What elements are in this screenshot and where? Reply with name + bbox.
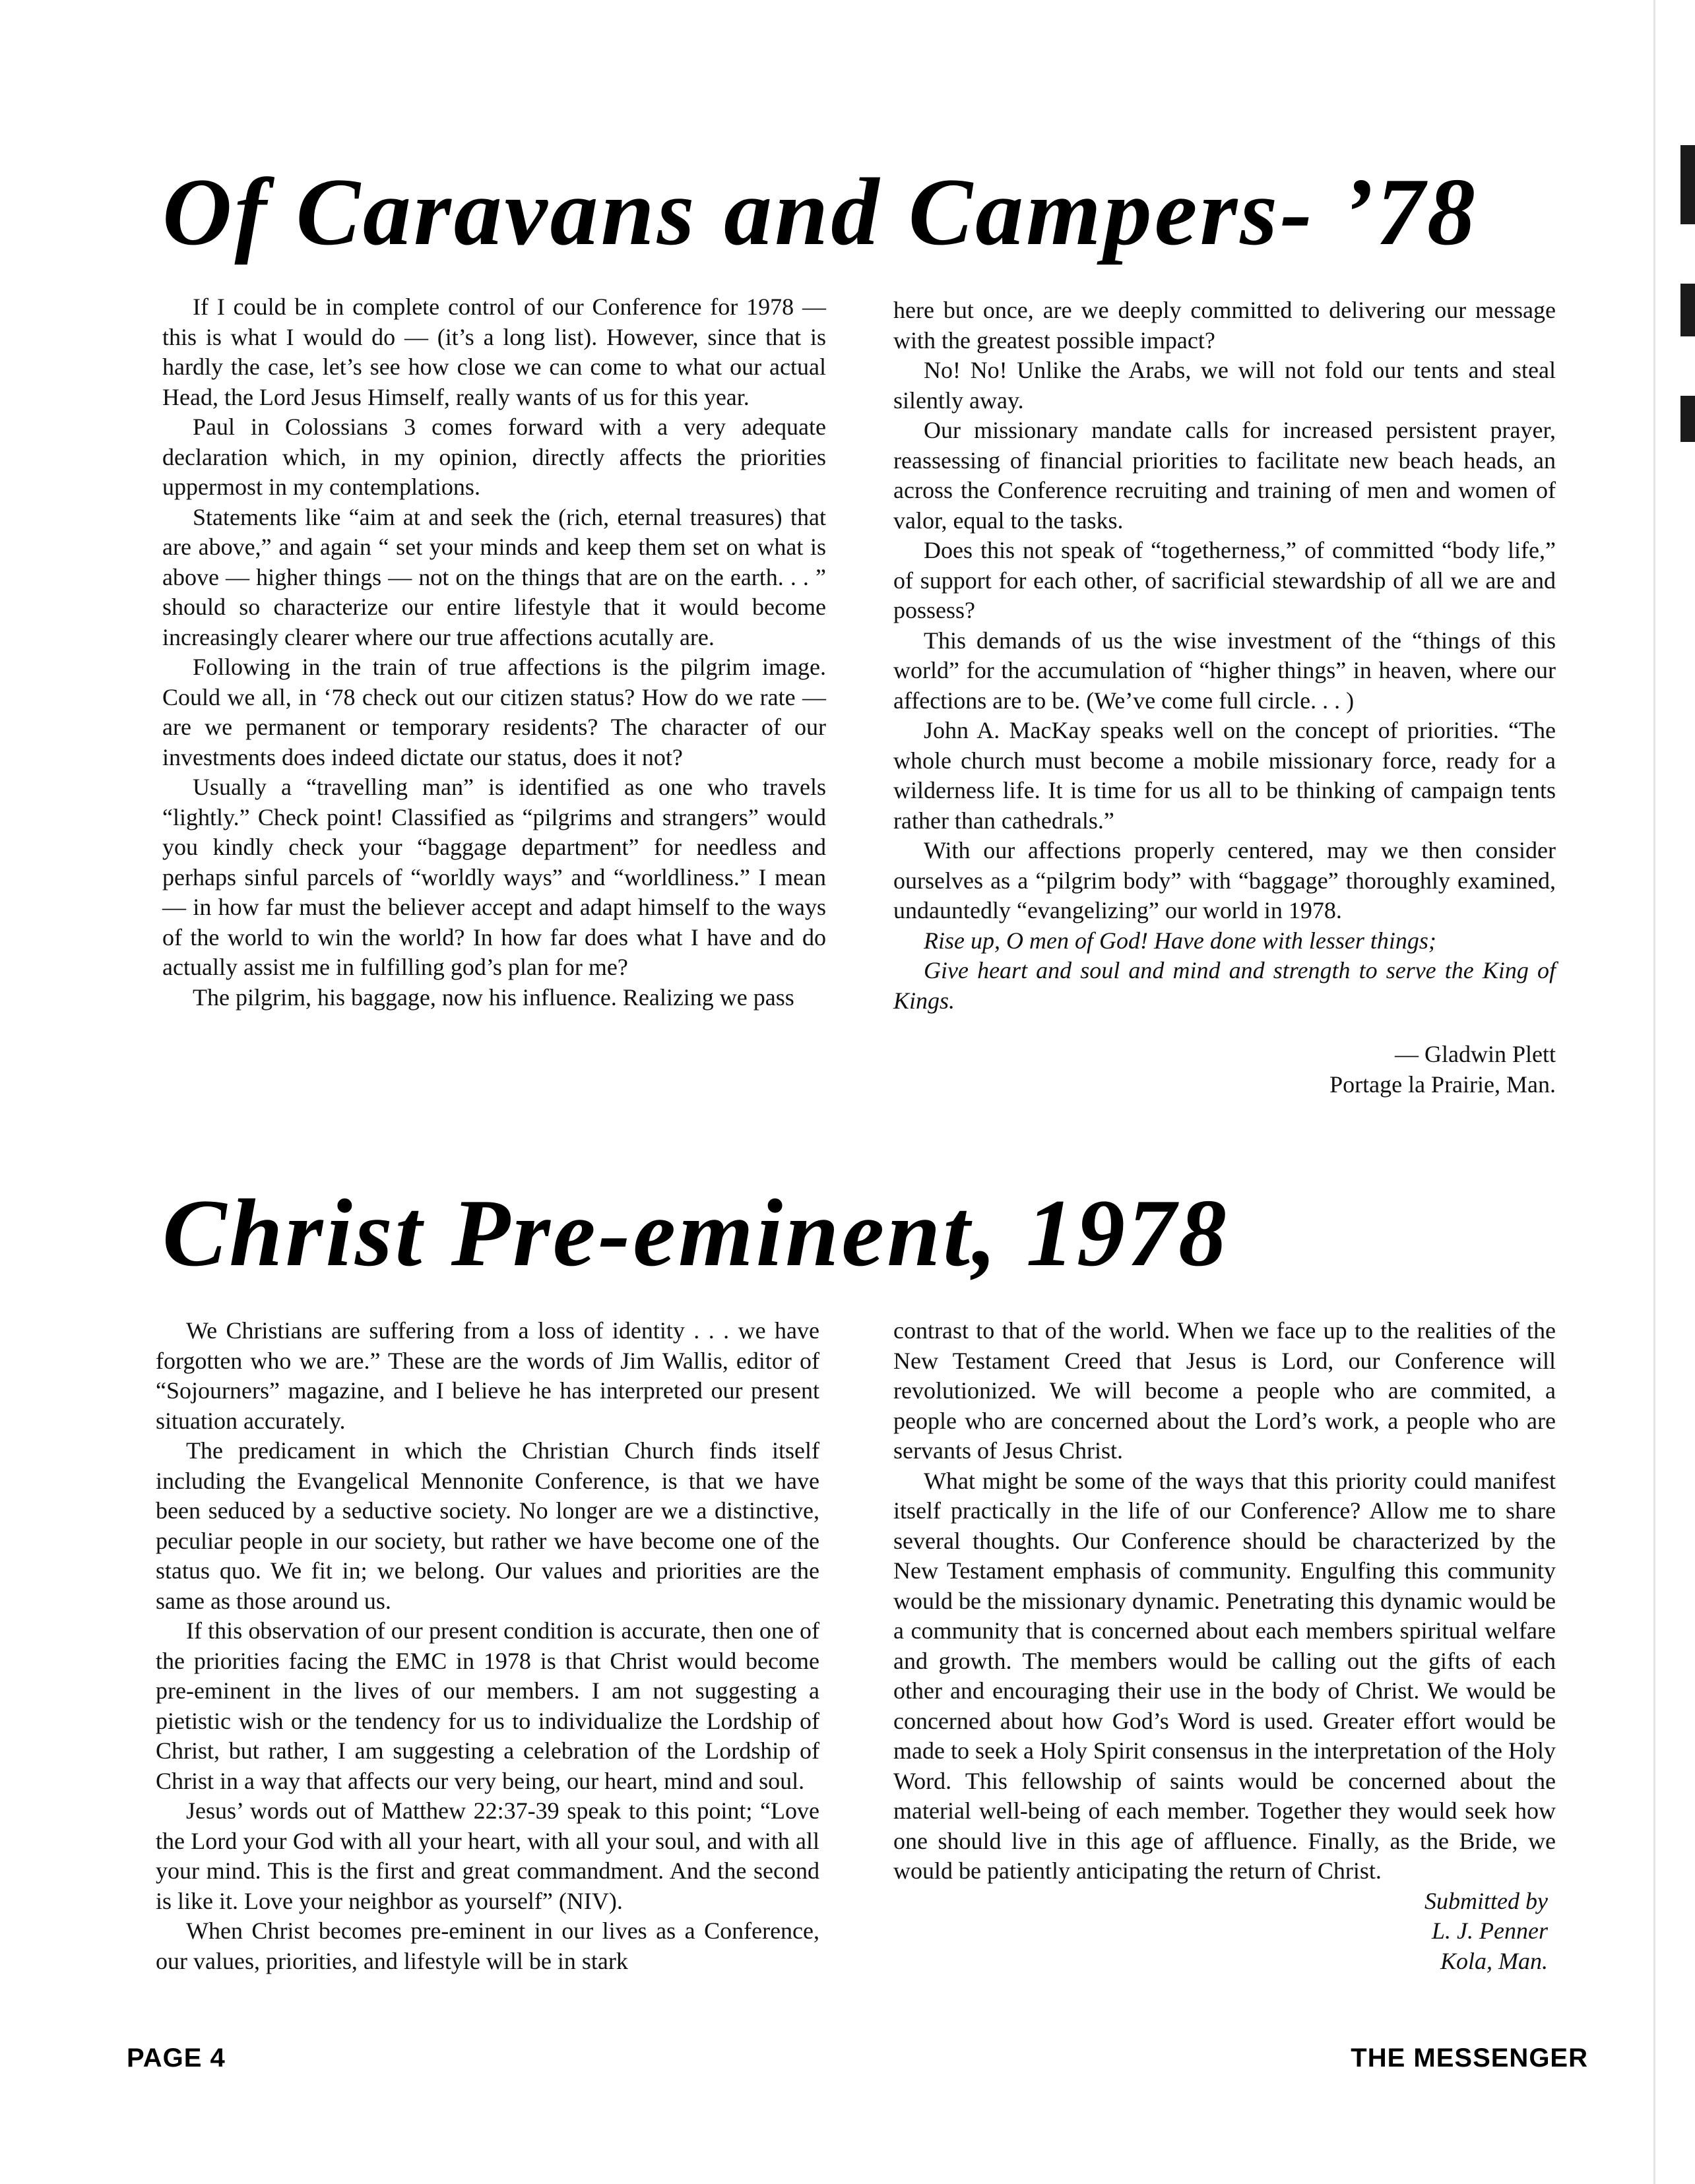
submitted-by-label: Submitted by	[1424, 1887, 1548, 1914]
article2-signature	[893, 1887, 1548, 1977]
article1-left-paragraph: Paul in Colossians 3 comes forward with a very adequate declaration which, in my opinion, directly affects the priorities uppermost in my contemplations.	[162, 414, 826, 500]
article2-left-column	[156, 1316, 819, 1976]
publication-name: THE MESSENGER	[1351, 2044, 1588, 2073]
article1-right-paragraph: here but once, are we deeply committed to delivering our message with the greatest possible impact?	[893, 297, 1556, 354]
article1-right-paragraph: John A. MacKay speaks well on the concept of priorities. “The whole church must become a mobile missionary force, ready for a wilderness life. It is time for us all to be thinking of campaign tents rather than cathedrals.”	[893, 717, 1556, 834]
article1-right-paragraph: Our missionary mandate calls for increased persistent prayer, reassessing of financial priorities to facilitate new beach heads, an across the Conference recruiting and training of men and women of valor, equal to the tasks.	[893, 417, 1556, 534]
article1-left-paragraph: If I could be in complete control of our Conference for 1978 — this is what I would do — (it’s a long list). However, since that is hardly the case, let’s see how close we can come to what our actual Head, the Lord Jesus Himself, really wants of us for this year.	[162, 294, 826, 410]
article1-right-paragraph: No! No! Unlike the Arabs, we will not fold our tents and steal silently away.	[893, 357, 1556, 414]
poem-line: Give heart and soul and mind and strength to serve the King of Kings.	[893, 957, 1556, 1014]
article2-right-paragraph: contrast to that of the world. When we face up to the realities of the New Testament Creed that Jesus is Lord, our Conference will revolutionized. We will become a people who are commited, a people who are concerned about the Lord’s work, a people who are servants of Jesus Christ.	[893, 1317, 1556, 1464]
poem-line: Rise up, O men of God! Have done with lesser things;	[924, 927, 1436, 954]
article2-left-paragraph: When Christ becomes pre-eminent in our lives as a Conference, our values, priorities, and lifestyle will be in stark	[156, 1918, 819, 1974]
page-number: PAGE 4	[127, 2044, 226, 2073]
article1-left-paragraph: Statements like “aim at and seek the (rich, eternal treasures) that are above,” and again “ set your minds and keep them set on what is above — higher things — not on the things that are on the earth. . . ” should so characterize our entire lifestyle that it would become increasingly clearer where our true affections acutally are.	[162, 503, 826, 650]
article1-title: Of Caravans and Campers- ’78	[162, 158, 1478, 265]
article2-right-paragraph: What might be some of the ways that this priority could manifest itself practically in the life of our Conference? Allow me to share several thoughts. Our Conference should be characterized by the New Testament emphasis of community. Engulfing this community would be the missionary dynamic. Penetrating this dynamic would be a community that is concerned about each members spiritual welfare and growth. The members would be calling out the gifts of each other and encouraging their use in the body of Christ. We would be concerned about how God’s Word is used. Greater effort would be made to seek a Holy Spirit consensus in the interpretation of the Holy Word. This fellowship of saints would be concerned about the material well-being of each member. Together they would seek how one should live in this age of affluence. Finally, as the Bride, we would be patiently anticipating the return of Christ.	[893, 1467, 1556, 1884]
article2-left-paragraph: The predicament in which the Christian Church finds itself including the Evangelical Mennonite Conference, is that we have been seduced by a seductive society. No longer are we a distinctive, peculiar people in our society, but rather we have become one of the status quo. We fit in; we belong. Our values and priorities are the same as those around us.	[156, 1437, 819, 1614]
article2-left-paragraph: If this observation of our present condition is accurate, then one of the priorities facing the EMC in 1978 is that Christ would become pre-eminent in the lives of our members. I am not suggesting a pietistic wish or the tendency for us to individualize the Lordship of Christ, but rather, I am suggesting a celebration of the Lordship of Christ in a way that affects our very being, our heart, mind and soul.	[156, 1617, 819, 1794]
article1-left-paragraph: Following in the train of true affections is the pilgrim image. Could we all, in ‘78 check out our citizen status? How do we rate — are we permanent or temporary residents? The character of our investments does indeed dictate our status, does it not?	[162, 654, 826, 770]
article2-author: L. J. Penner	[1432, 1918, 1548, 1944]
article1-signature	[893, 1040, 1556, 1100]
article1-left-paragraph: The pilgrim, his baggage, now his influence. Realizing we pass	[193, 983, 794, 1011]
binding-marks	[1675, 145, 1695, 501]
article1-author: — Gladwin Plett	[1395, 1041, 1556, 1067]
article1-right-column	[893, 296, 1556, 1100]
page-edge	[1653, 0, 1655, 2184]
article1-right-paragraph: This demands of us the wise investment of the “things of this world” for the accumulation of “higher things” in heaven, where our affections are to be. (We’ve come full circle. . . )	[893, 627, 1556, 714]
article1-right-paragraph: With our affections properly centered, may we then consider ourselves as a “pilgrim body” with “baggage” thoroughly examined, undauntedly “evangelizing” our world in 1978.	[893, 837, 1556, 923]
article2-left-paragraph: We Christians are suffering from a loss of identity . . . we have forgotten who we are.” These are the words of Jim Wallis, editor of “Sojourners” magazine, and I believe he has interpreted our present situation accurately.	[156, 1317, 819, 1434]
article1-left-paragraph: Usually a “travelling man” is identified as one who travels “lightly.” Check point! Classified as “pilgrims and strangers” would you kindly check your “baggage department” for needless and perhaps sinful parcels of “worldly ways” and “worldliness.” I mean — in how far must the believer accept and adapt himself to the ways of the world to win the world? In how far does what I have and do actually assist me in fulfilling god’s plan for me?	[162, 774, 826, 980]
article2-title: Christ Pre-eminent, 1978	[162, 1179, 1229, 1286]
article1-right-paragraph: Does this not speak of “togetherness,” of committed “body life,” of support for each other, of sacrificial stewardship of all we are and possess?	[893, 537, 1556, 623]
article1-location: Portage la Prairie, Man.	[1329, 1071, 1556, 1098]
article2-location: Kola, Man.	[1440, 1947, 1548, 1974]
article1-left-column	[162, 292, 826, 1013]
article2-left-paragraph: Jesus’ words out of Matthew 22:37-39 speak to this point; “Love the Lord your God with all your heart, with all your soul, and with all your mind. This is the first and great commandment. And the second is like it. Love your neighbor as yourself” (NIV).	[156, 1797, 819, 1914]
article2-right-column	[893, 1316, 1556, 1976]
